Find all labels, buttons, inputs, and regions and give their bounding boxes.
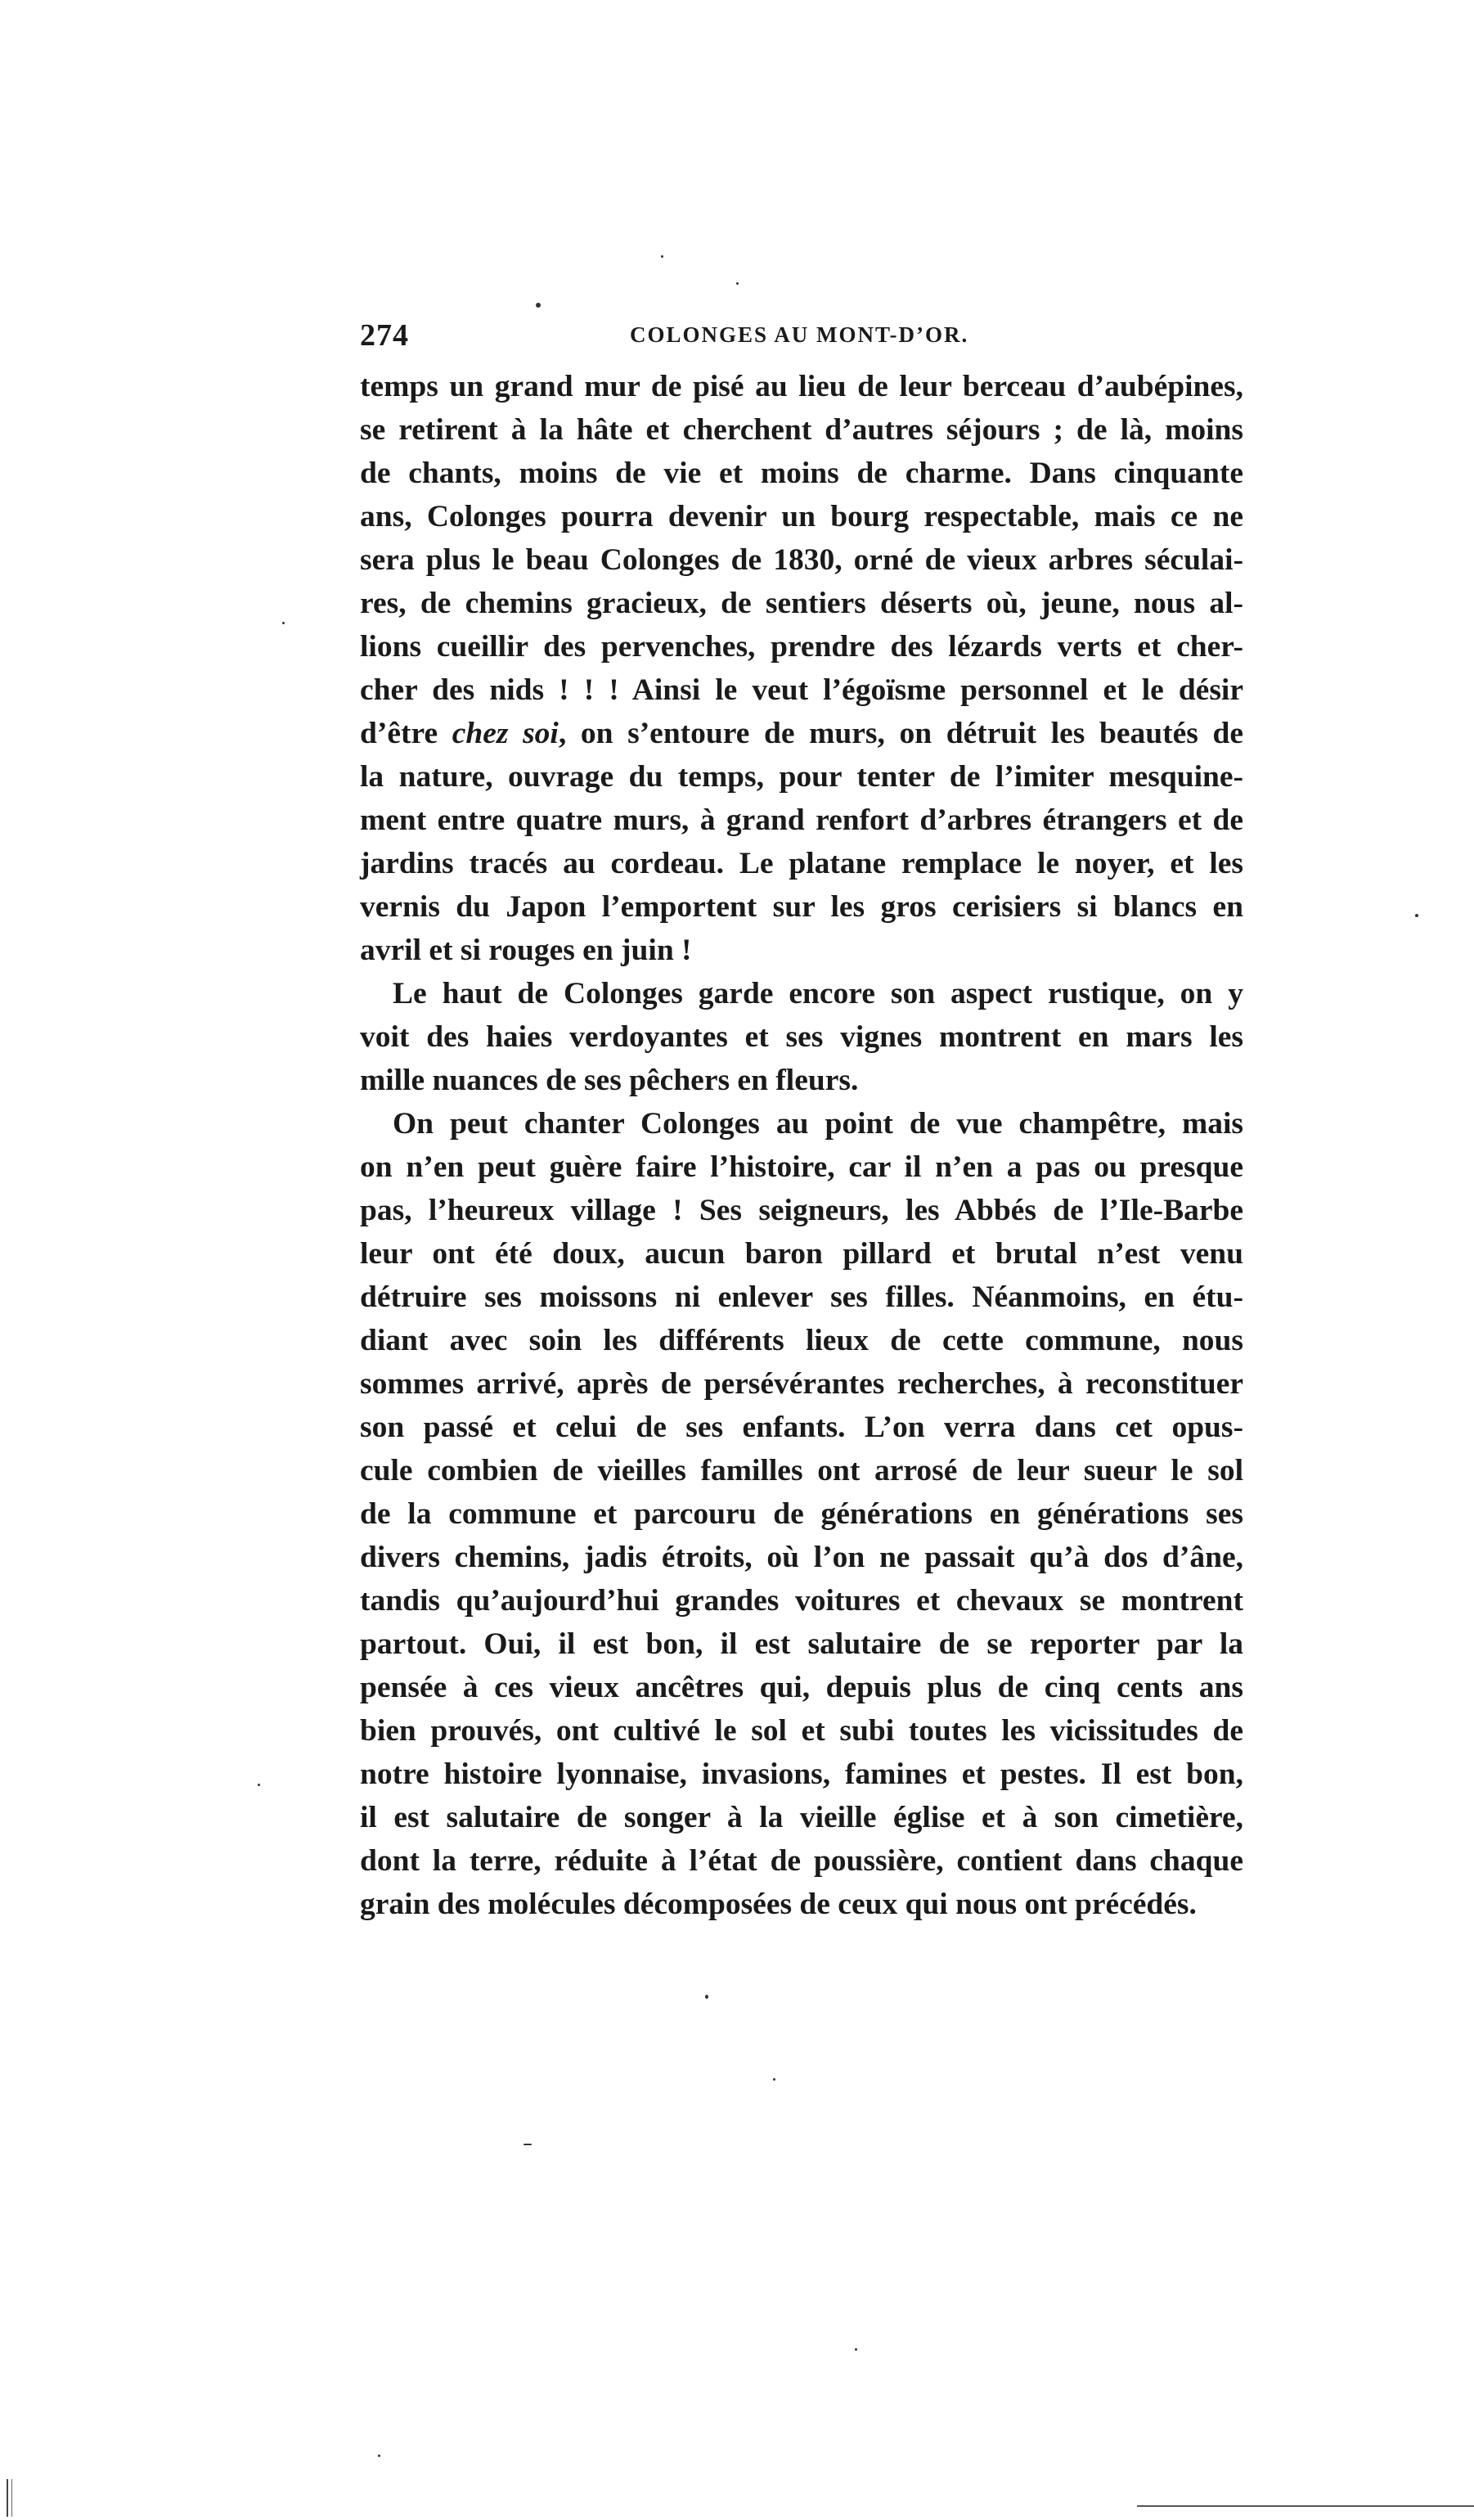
text-line: avril et si rouges en juin !: [360, 934, 692, 967]
text-line: dont la terre, réduite à l’état de poussière, contient dans chaque: [360, 1844, 1243, 1878]
text-line: temps un grand mur de pisé au lieu de leur berceau d’aubépines,: [360, 370, 1243, 403]
text-line: sera plus le beau Colonges de 1830, orné de vieux arbres séculai-: [360, 543, 1243, 577]
text-line: se retirent à la hâte et cherchent d’autres séjours ; de là, moins: [360, 413, 1243, 447]
print-speck: [773, 2078, 775, 2081]
body-text: [360, 365, 1243, 1926]
text-line: sommes arrivé, après de persévérantes recherches, à reconstituer: [360, 1367, 1243, 1401]
print-speck: [855, 2348, 857, 2351]
text-line: bien prouvés, ont cultivé le sol et subi toutes les vicissitudes de: [360, 1714, 1243, 1748]
print-speck: [524, 2144, 532, 2145]
running-head: COLONGES AU MONT-D’OR.: [630, 322, 969, 347]
print-speck: [736, 282, 739, 285]
text-line: de la commune et parcouru de générations en générations ses: [360, 1497, 1243, 1531]
text-line: détruire ses moissons ni enlever ses filles. Néanmoins, en étu-: [360, 1280, 1243, 1314]
text-line: tandis qu’aujourd’hui grandes voitures et chevaux se montrent: [360, 1584, 1243, 1618]
text-line: ans, Colonges pourra devenir un bourg respectable, mais ce ne: [360, 500, 1243, 533]
text-line: on n’en peut guère faire l’histoire, car il n’en a pas ou presque: [360, 1150, 1243, 1184]
text-line: jardins tracés au cordeau. Le platane remplace le noyer, et les: [360, 847, 1243, 880]
text-line: il est salutaire de songer à la vieille église et à son cimetière,: [360, 1801, 1243, 1834]
text-line: cher des nids ! ! ! Ainsi le veut l’égoïsme personnel et le désir: [360, 673, 1243, 707]
text-line: divers chemins, jadis étroits, où l’on ne passait qu’à dos d’âne,: [360, 1541, 1243, 1574]
text-line: son passé et celui de ses enfants. L’on verra dans cet opus-: [360, 1411, 1243, 1444]
print-speck: [378, 2455, 380, 2457]
text-line: vernis du Japon l’emportent sur les gros cerisiers si blancs en: [360, 890, 1243, 924]
text-line: Le haut de Colonges garde encore son aspect rustique, on y: [393, 977, 1243, 1010]
text-line: partout. Oui, il est bon, il est salutaire de se reporter par la: [360, 1627, 1243, 1661]
italic-phrase: chez soi: [452, 717, 559, 750]
text-line: diant avec soin les différents lieux de cette commune, nous: [360, 1324, 1243, 1357]
text-line: On peut chanter Colonges au point de vue champêtre, mais: [393, 1107, 1243, 1141]
text-line: notre histoire lyonnaise, invasions, famines et pestes. Il est bon,: [360, 1757, 1243, 1791]
print-speck: [282, 622, 285, 624]
text-line: d’être chez soi, on s’entoure de murs, on détruit les beautés de: [360, 717, 1243, 750]
page-header: [360, 317, 1268, 358]
bottom-rule: [1137, 2505, 1474, 2507]
text-line: mille nuances de ses pêchers en fleurs.: [360, 1064, 859, 1097]
text-line: res, de chemins gracieux, de sentiers déserts où, jeune, nous al-: [360, 587, 1243, 620]
text-line: grain des molécules décomposées de ceux qui nous ont précédés.: [360, 1888, 1197, 1921]
print-speck: [1415, 914, 1418, 917]
text-line: cule combien de vieilles familles ont arrosé de leur sueur le sol: [360, 1454, 1243, 1487]
text-line: ment entre quatre murs, à grand renfort d’arbres étrangers et de: [360, 803, 1243, 837]
text-line: la nature, ouvrage du temps, pour tenter de l’imiter mesquine-: [360, 760, 1243, 794]
text-line: lions cueillir des pervenches, prendre des lézards verts et cher-: [360, 630, 1243, 664]
text-line: voit des haies verdoyantes et ses vignes montrent en mars les: [360, 1020, 1243, 1054]
print-speck: [536, 303, 541, 308]
page-number: 274: [360, 318, 409, 353]
print-speck: [258, 1784, 260, 1786]
text-line: leur ont été doux, aucun baron pillard et brutal n’est venu: [360, 1237, 1243, 1271]
print-speck: [661, 255, 663, 258]
text-line: de chants, moins de vie et moins de charme. Dans cinquante: [360, 457, 1243, 490]
edge-mark: [7, 2479, 12, 2517]
text-line: pas, l’heureux village ! Ses seigneurs, les Abbés de l’Ile-Barbe: [360, 1194, 1243, 1227]
print-speck: [705, 1995, 708, 1999]
text-line: pensée à ces vieux ancêtres qui, depuis plus de cinq cents ans: [360, 1671, 1243, 1704]
